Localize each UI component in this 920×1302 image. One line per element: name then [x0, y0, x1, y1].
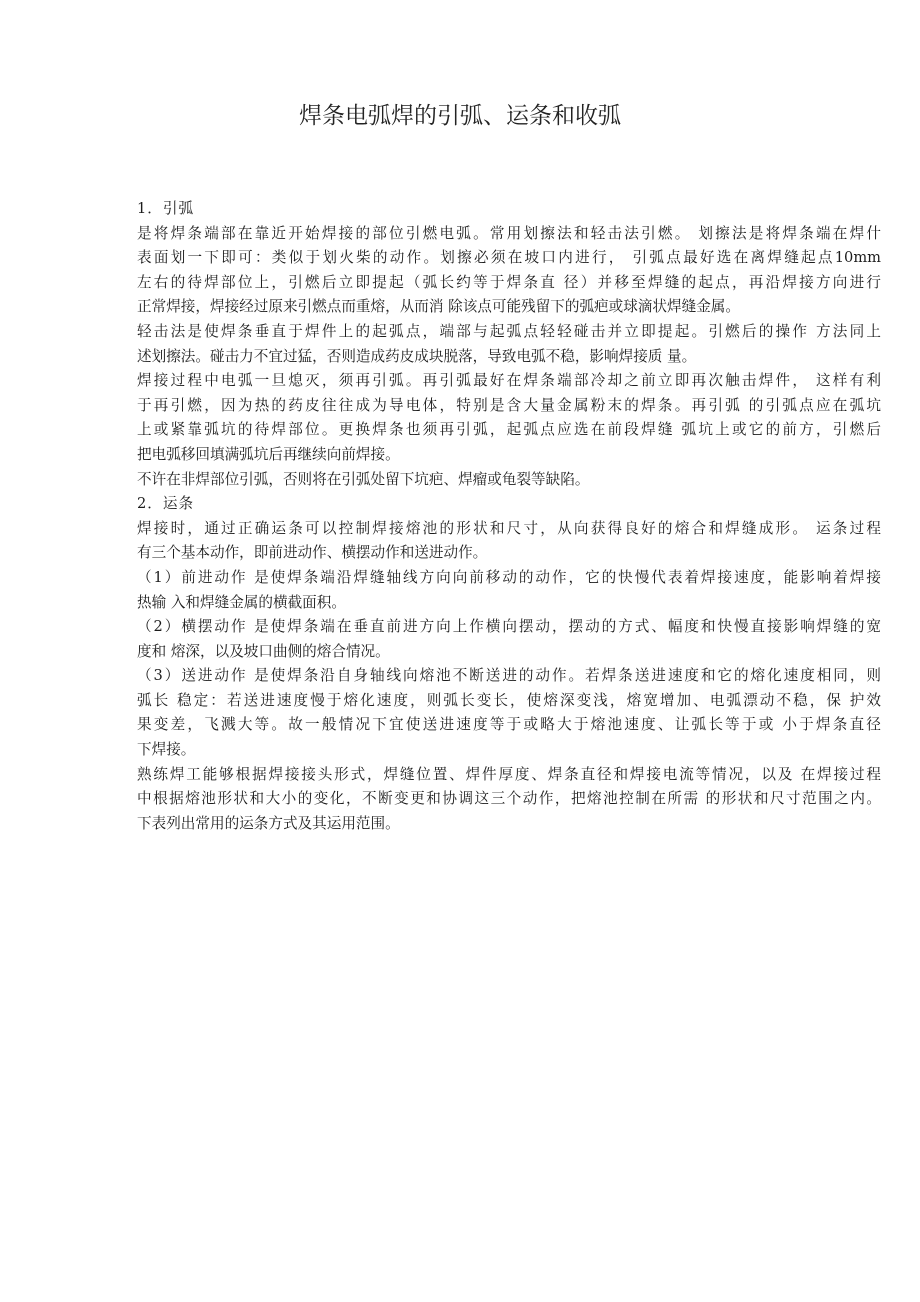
paragraph-line: 中根据熔池形状和大小的变化，不断变更和协调这三个动作，把熔池控制在所需 的形状和尺寸范围之内。: [137, 790, 881, 808]
paragraph-line: 左右的待焊部位上，引燃后立即提起（弧长约等于焊条直 径）并移至焊缝的起点，再沿焊接方向进行: [137, 273, 881, 291]
paragraph-line: 上或紧靠弧坑的待焊部位。更换焊条也须再引弧，起弧点应选在前段焊缝 弧坑上或它的前方，引燃后: [137, 421, 881, 439]
paragraph-line: 表面划一下即可：类似于划火柴的动作。划擦必须在坡口内进行， 引弧点最好选在离焊缝起点10mm: [137, 249, 881, 267]
document-title: 焊条电弧焊的引弧、运条和收弧: [299, 103, 621, 129]
paragraph-line: 正常焊接，焊接经过原来引燃点而重熔，从而消 除该点可能残留下的弧疤或球滴状焊缝金属。: [137, 298, 740, 316]
section-heading: 2．运条: [137, 495, 195, 513]
paragraph-line: 焊接时，通过正确运条可以控制焊接熔池的形状和尺寸，从向获得良好的熔合和焊缝成形。 运条过程: [137, 519, 881, 537]
paragraph-line: 是将焊条端部在靠近开始焊接的部位引燃电弧。常用划擦法和轻击法引燃。 划擦法是将焊条端在焊什: [137, 224, 881, 242]
paragraph-line: 轻击法是使焊条垂直于焊件上的起弧点，端部与起弧点轻轻碰击并立即提起。引燃后的操作 方法同上: [137, 322, 881, 340]
paragraph-line: 于再引燃，因为热的药皮往往成为导电体，特别是含大量金属粉末的焊条。再引弧 的引弧点应在弧坑: [137, 396, 881, 414]
paragraph-line: 述划擦法。碰击力不宜过猛，否则造成药皮成块脱落，导致电弧不稳，影响焊接质 量。: [137, 347, 697, 365]
paragraph-line: 果变差，飞溅大等。故一般情况下宜使送进速度等于或略大于熔池速度、让弧长等于或 小于焊条直径: [137, 716, 881, 734]
paragraph-line: 把电弧移回填满弧坑后再继续向前焊接。: [137, 445, 400, 463]
paragraph-line: 不许在非焊部位引弧，否则将在引弧处留下坑疤、焊瘤或龟裂等缺陷。: [137, 470, 590, 488]
paragraph-line: 下表列出常用的运条方式及其运用范围。: [137, 814, 400, 832]
paragraph-line: （2）横摆动作 是使焊条端在垂直前进方向上作横向摆动，摆动的方式、幅度和快慢直接影响焊缝的宽: [137, 618, 881, 636]
paragraph-line: 弧长 稳定：若送进速度慢于熔化速度，则弧长变长，使熔深变浅，熔宽增加、电弧漂动不稳，保 护效: [137, 691, 881, 709]
paragraph-line: 熟练焊工能够根据焊接接头形式，焊缝位置、焊件厚度、焊条直径和焊接电流等情况，以及 在焊接过程: [137, 765, 881, 783]
document-body: [137, 197, 881, 836]
paragraph-line: 热输 入和焊缝金属的横截面积。: [137, 593, 346, 611]
section-heading: 1．引弧: [137, 200, 195, 217]
paragraph-line: 焊接过程中电弧一旦熄灭，须再引弧。再引弧最好在焊条端部冷却之前立即再次触击焊件， 这样有利: [137, 372, 881, 390]
paragraph-line: 下焊接。: [137, 741, 196, 759]
paragraph-line: （3）送进动作 是使焊条沿自身轴线向熔池不断送进的动作。若焊条送进速度和它的熔化速度相同，则: [137, 667, 881, 685]
paragraph-line: 有三个基本动作，即前进动作、横摆动作和送进动作。: [137, 544, 488, 562]
paragraph-line: 度和 熔深，以及坡口曲侧的熔合情况。: [137, 642, 390, 660]
paragraph-line: （1）前进动作 是使焊条端沿焊缝轴线方向向前移动的动作，它的快慢代表着焊接速度，能影响着焊接: [137, 568, 881, 586]
